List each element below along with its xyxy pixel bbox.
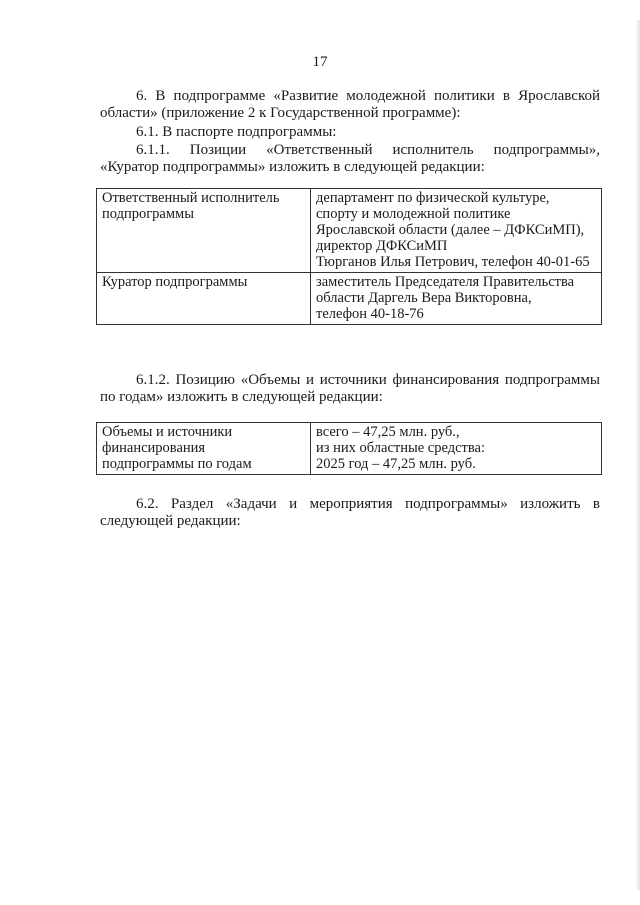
- table-cell-value: [311, 273, 602, 325]
- cell-text: из них областные средства:: [316, 440, 485, 456]
- cell-text: 2025 год – 47,25 млн. руб.: [316, 456, 476, 472]
- cell-text: департамент по физической культуре,: [316, 190, 550, 206]
- cell-text: телефон 40-18-76: [316, 306, 424, 322]
- cell-text: всего – 47,25 млн. руб.,: [316, 424, 460, 440]
- table-cell-label: [97, 273, 311, 325]
- table-cell-label: [97, 189, 311, 273]
- financing-table: [96, 422, 602, 475]
- paragraph-line: 6.1.2. Позицию «Объемы и источники финансирования подпрограммы: [136, 372, 600, 388]
- cell-text: директор ДФКСиМП: [316, 238, 448, 254]
- cell-text: Ярославской области (далее – ДФКСиМП),: [316, 222, 585, 238]
- cell-text: Куратор подпрограммы: [102, 274, 248, 290]
- paragraph-line: 6. В подпрограмме «Развитие молодежной политики в Ярославской: [136, 88, 600, 104]
- paragraph-line: по годам» изложить в следующей редакции:: [100, 389, 383, 405]
- table-cell-value: [311, 423, 602, 475]
- cell-text: области Даргель Вера Викторовна,: [316, 290, 532, 306]
- scan-edge-shadow: [635, 20, 640, 890]
- paragraph-line: 6.2. Раздел «Задачи и мероприятия подпрограммы» изложить в: [136, 496, 600, 512]
- cell-text: подпрограммы: [102, 206, 194, 222]
- paragraph-6: [100, 88, 600, 122]
- paragraph-6-1-1: [100, 142, 600, 176]
- cell-text: заместитель Председателя Правительства: [316, 274, 575, 290]
- cell-text: подпрограммы по годам: [102, 456, 252, 472]
- paragraph-6-2: [100, 496, 600, 530]
- paragraph-6-1-2: [100, 372, 600, 406]
- cell-text: Тюрганов Илья Петрович, телефон 40-01-65: [316, 254, 590, 270]
- paragraph-line: «Куратор подпрограммы» изложить в следующей редакции:: [100, 159, 485, 175]
- page-number: 17: [312, 54, 328, 70]
- table-row: [97, 423, 602, 475]
- table-row: [97, 189, 602, 273]
- paragraph-line: следующей редакции:: [100, 513, 241, 529]
- paragraph-line: 6.1. В паспорте подпрограммы:: [136, 124, 337, 140]
- table-cell-value: [311, 189, 602, 273]
- cell-text: Объемы и источники: [102, 424, 233, 440]
- responsible-curator-table: [96, 188, 602, 325]
- table-cell-label: [97, 423, 311, 475]
- cell-text: Ответственный исполнитель: [102, 190, 280, 206]
- cell-text: спорту и молодежной политике: [316, 206, 511, 222]
- paragraph-line: 6.1.1. Позиции «Ответственный исполнитель подпрограммы»,: [136, 142, 600, 158]
- paragraph-line: области» (приложение 2 к Государственной программе):: [100, 105, 461, 121]
- paragraph-6-1: [100, 124, 600, 141]
- table-row: [97, 273, 602, 325]
- cell-text: финансирования: [102, 440, 206, 456]
